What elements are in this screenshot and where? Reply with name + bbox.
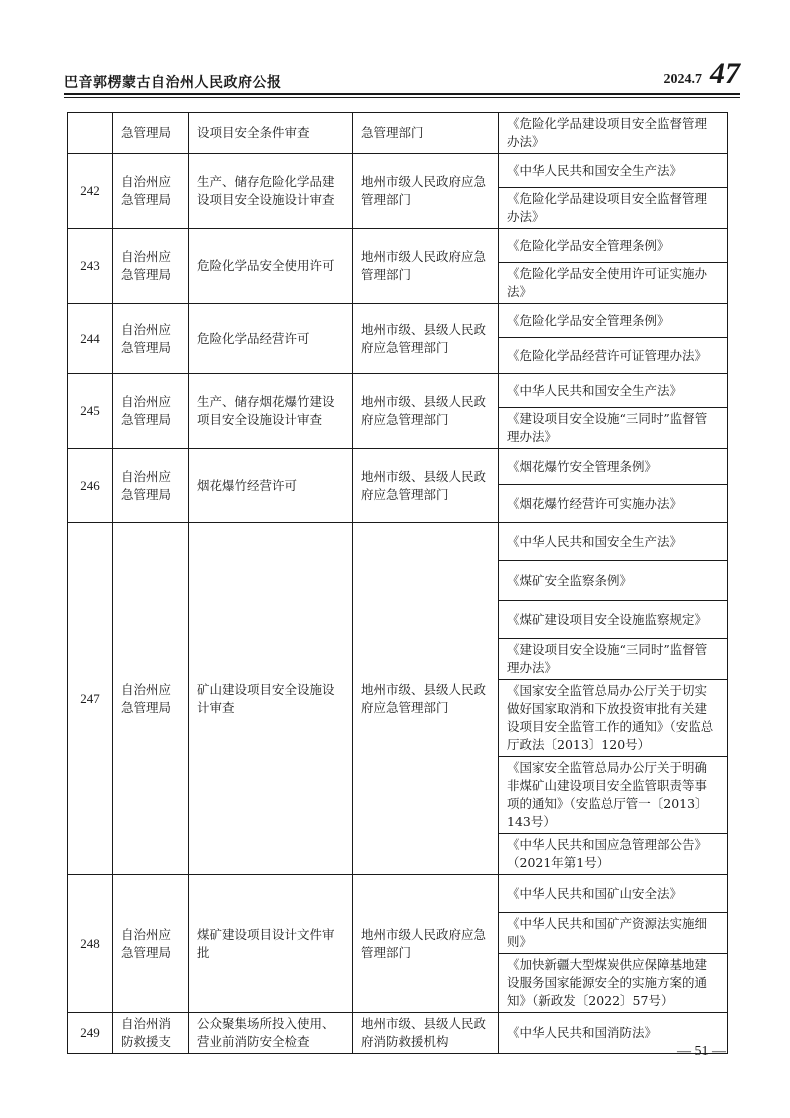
- legal-basis: 《加快新疆大型煤炭供应保障基地建设服务国家能源安全的实施方案的通知》（新政发〔2022〕57号）: [499, 954, 728, 1013]
- implementing-department: 自治州应急管理局: [113, 523, 189, 875]
- approval-item-name: 危险化学品经营许可: [189, 304, 353, 374]
- implementing-department: 自治州应急管理局: [113, 875, 189, 1013]
- approval-level: 地州市级、县级人民政府消防救援机构: [353, 1013, 499, 1054]
- legal-basis: 《中华人民共和国安全生产法》: [499, 154, 728, 188]
- legal-basis: 《煤矿安全监察条例》: [499, 561, 728, 601]
- item-number: 242: [68, 154, 113, 229]
- page-header: [64, 58, 740, 92]
- legal-basis: 《危险化学品经营许可证管理办法》: [499, 338, 728, 374]
- legal-basis: 《中华人民共和国安全生产法》: [499, 523, 728, 561]
- implementing-department: 自治州应急管理局: [113, 374, 189, 449]
- implementing-department: 自治州应急管理局: [113, 229, 189, 304]
- approval-item-name: 危险化学品安全使用许可: [189, 229, 353, 304]
- table-row: [68, 113, 728, 154]
- legal-basis: 《建设项目安全设施“三同时”监督管理办法》: [499, 408, 728, 449]
- legal-basis: 《危险化学品安全使用许可证实施办法》: [499, 263, 728, 304]
- table-row: [68, 304, 728, 338]
- implementing-department: 自治州应急管理局: [113, 154, 189, 229]
- issue-number: 47: [710, 57, 740, 90]
- legal-basis: 《危险化学品安全管理条例》: [499, 304, 728, 338]
- legal-basis: 《危险化学品安全管理条例》: [499, 229, 728, 263]
- item-number: 247: [68, 523, 113, 875]
- approval-item-name: 煤矿建设项目设计文件审批: [189, 875, 353, 1013]
- header-rule-thick: [64, 93, 740, 95]
- legal-basis: 《建设项目安全设施“三同时”监督管理办法》: [499, 639, 728, 680]
- legal-basis: 《危险化学品建设项目安全监督管理办法》: [499, 188, 728, 229]
- page-number: — 51 —: [677, 1044, 726, 1059]
- implementing-department: 自治州应急管理局: [113, 449, 189, 523]
- approval-item-name: 烟花爆竹经营许可: [189, 449, 353, 523]
- implementing-department: 急管理局: [113, 113, 189, 154]
- item-number: 248: [68, 875, 113, 1013]
- legal-basis: 《烟花爆竹安全管理条例》: [499, 449, 728, 485]
- approval-level: 地州市级人民政府应急管理部门: [353, 875, 499, 1013]
- table-row: [68, 875, 728, 913]
- legal-basis: 《煤矿建设项目安全设施监察规定》: [499, 601, 728, 639]
- legal-basis: 《危险化学品建设项目安全监督管理办法》: [499, 113, 728, 154]
- item-number: 243: [68, 229, 113, 304]
- approval-level: 地州市级人民政府应急管理部门: [353, 154, 499, 229]
- table-row: [68, 154, 728, 188]
- approval-level: 急管理部门: [353, 113, 499, 154]
- approval-item-name: 矿山建设项目安全设施设计审查: [189, 523, 353, 875]
- legal-basis: 《中华人民共和国应急管理部公告》（2021年第1号）: [499, 834, 728, 875]
- table-row: [68, 449, 728, 485]
- item-number: 246: [68, 449, 113, 523]
- gazette-title: 巴音郭楞蒙古自治州人民政府公报: [64, 75, 282, 91]
- legal-basis: 《国家安全监管总局办公厅关于切实做好国家取消和下放投资审批有关建设项目安全监管工作的通知》（安监总厅政法〔2013〕120号）: [499, 680, 728, 757]
- implementing-department: 自治州消防救援支: [113, 1013, 189, 1054]
- implementing-department: 自治州应急管理局: [113, 304, 189, 374]
- table-row: [68, 229, 728, 263]
- approval-item-name: 生产、储存烟花爆竹建设项目安全设施设计审查: [189, 374, 353, 449]
- approval-level: 地州市级人民政府应急管理部门: [353, 229, 499, 304]
- approval-level: 地州市级、县级人民政府应急管理部门: [353, 304, 499, 374]
- item-number: 245: [68, 374, 113, 449]
- item-number: 244: [68, 304, 113, 374]
- approval-level: 地州市级、县级人民政府应急管理部门: [353, 449, 499, 523]
- legal-basis: 《中华人民共和国消防法》: [499, 1013, 728, 1054]
- legal-basis: 《烟花爆竹经营许可实施办法》: [499, 485, 728, 523]
- legal-basis: 《国家安全监管总局办公厅关于明确非煤矿山建设项目安全监管职责等事项的通知》（安监总厅管一〔2013〕143号）: [499, 757, 728, 834]
- item-number: [68, 113, 113, 154]
- table-row: [68, 523, 728, 561]
- item-number: 249: [68, 1013, 113, 1054]
- approval-item-name: 设项目安全条件审查: [189, 113, 353, 154]
- legal-basis: 《中华人民共和国矿山安全法》: [499, 875, 728, 913]
- approval-item-name: 公众聚集场所投入使用、营业前消防安全检查: [189, 1013, 353, 1054]
- approval-level: 地州市级、县级人民政府应急管理部门: [353, 374, 499, 449]
- approval-level: 地州市级、县级人民政府应急管理部门: [353, 523, 499, 875]
- legal-basis: 《中华人民共和国矿产资源法实施细则》: [499, 913, 728, 954]
- issue-date: 2024.7: [663, 72, 702, 87]
- table-row: [68, 374, 728, 408]
- legal-basis: 《中华人民共和国安全生产法》: [499, 374, 728, 408]
- header-rule-thin: [64, 97, 740, 98]
- approval-items-table: [67, 112, 728, 1054]
- approval-item-name: 生产、储存危险化学品建设项目安全设施设计审查: [189, 154, 353, 229]
- table-row: [68, 1013, 728, 1054]
